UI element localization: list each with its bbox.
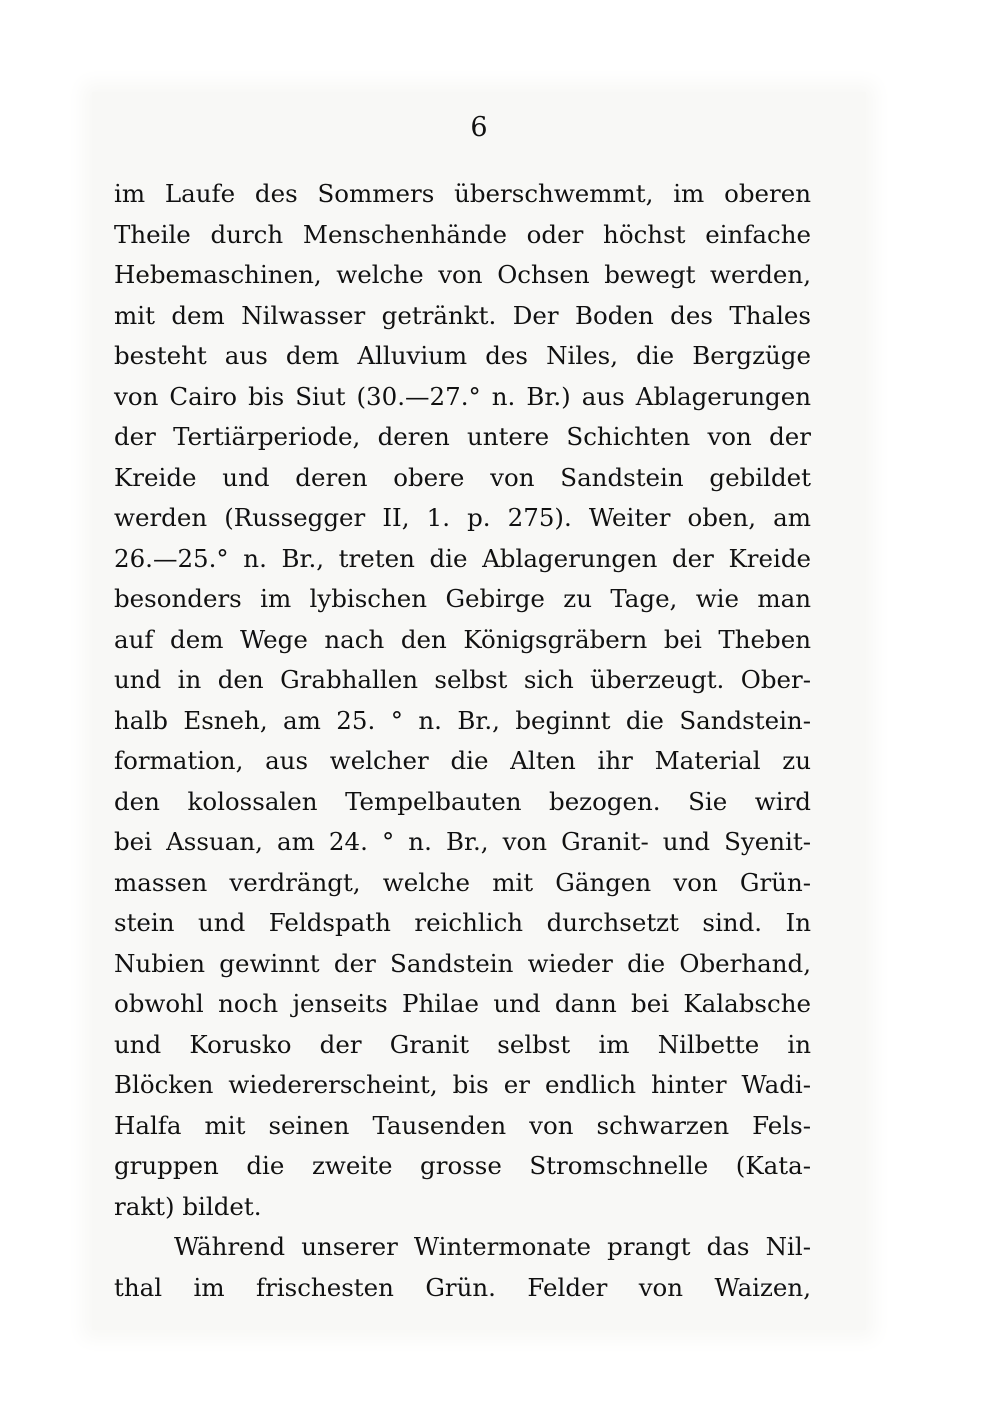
text-line: formation, aus welcher die Alten ihr Material zu (114, 746, 811, 775)
text-line: gruppen die zweite grosse Stromschnelle (Kata- (114, 1151, 811, 1180)
text-line: besonders im lybischen Gebirge zu Tage, wie man (114, 584, 811, 613)
text-line: Blöcken wiedererscheint, bis er endlich hinter Wadi- (114, 1070, 811, 1099)
text-line: stein und Feldspath reichlich durchsetzt sind. In (114, 908, 811, 937)
book-page (92, 92, 866, 1330)
paragraph-end-line: rakt) bildet. (114, 1191, 262, 1221)
text-line: Kreide und deren obere von Sandstein gebildet (114, 462, 811, 492)
text-line: halb Esneh, am 25. ° n. Br., beginnt die Sandstein- (114, 705, 811, 735)
body-text (114, 174, 811, 1308)
text-line: bei Assuan, am 24. ° n. Br., von Granit- und Syenit- (114, 827, 811, 856)
text-line: 26.—25.° n. Br., treten die Ablagerungen der Kreide (114, 543, 811, 573)
text-line: und Korusko der Granit selbst im Nilbette in (114, 1029, 811, 1059)
text-line: Hebemaschinen, welche von Ochsen bewegt werden, (114, 260, 811, 289)
text-line: von Cairo bis Siut (30.—27.° n. Br.) aus Ablagerungen (114, 381, 811, 411)
text-line: und in den Grabhallen selbst sich überzeugt. Ober- (114, 665, 811, 694)
text-line: mit dem Nilwasser getränkt. Der Boden des Thales (114, 300, 811, 330)
text-line: obwohl noch jenseits Philae und dann bei Kalabsche (114, 989, 811, 1018)
text-line: im Laufe des Sommers überschwemmt, im oberen (114, 179, 811, 208)
text-line: Nubien gewinnt der Sandstein wieder die Oberhand, (114, 948, 811, 978)
text-line: besteht aus dem Alluvium des Niles, die Bergzüge (114, 341, 811, 370)
text-line: werden (Russegger II, 1. p. 275). Weiter oben, am (114, 503, 811, 532)
text-line: massen verdrängt, welche mit Gängen von Grün- (114, 867, 811, 897)
paragraph-start-line: Während unserer Wintermonate prangt das Nil- (174, 1232, 811, 1261)
text-line: auf dem Wege nach den Königsgräbern bei Theben (114, 624, 811, 654)
text-line: thal im frischesten Grün. Felder von Waizen, (114, 1272, 811, 1302)
text-line: Halfa mit seinen Tausenden von schwarzen Fels- (114, 1110, 811, 1140)
text-line: den kolossalen Tempelbauten bezogen. Sie wird (114, 786, 811, 816)
text-line: Theile durch Menschenhände oder höchst einfache (114, 219, 811, 249)
text-line: der Tertiärperiode, deren untere Schichten von der (114, 422, 811, 451)
page-number: 6 (470, 112, 488, 143)
